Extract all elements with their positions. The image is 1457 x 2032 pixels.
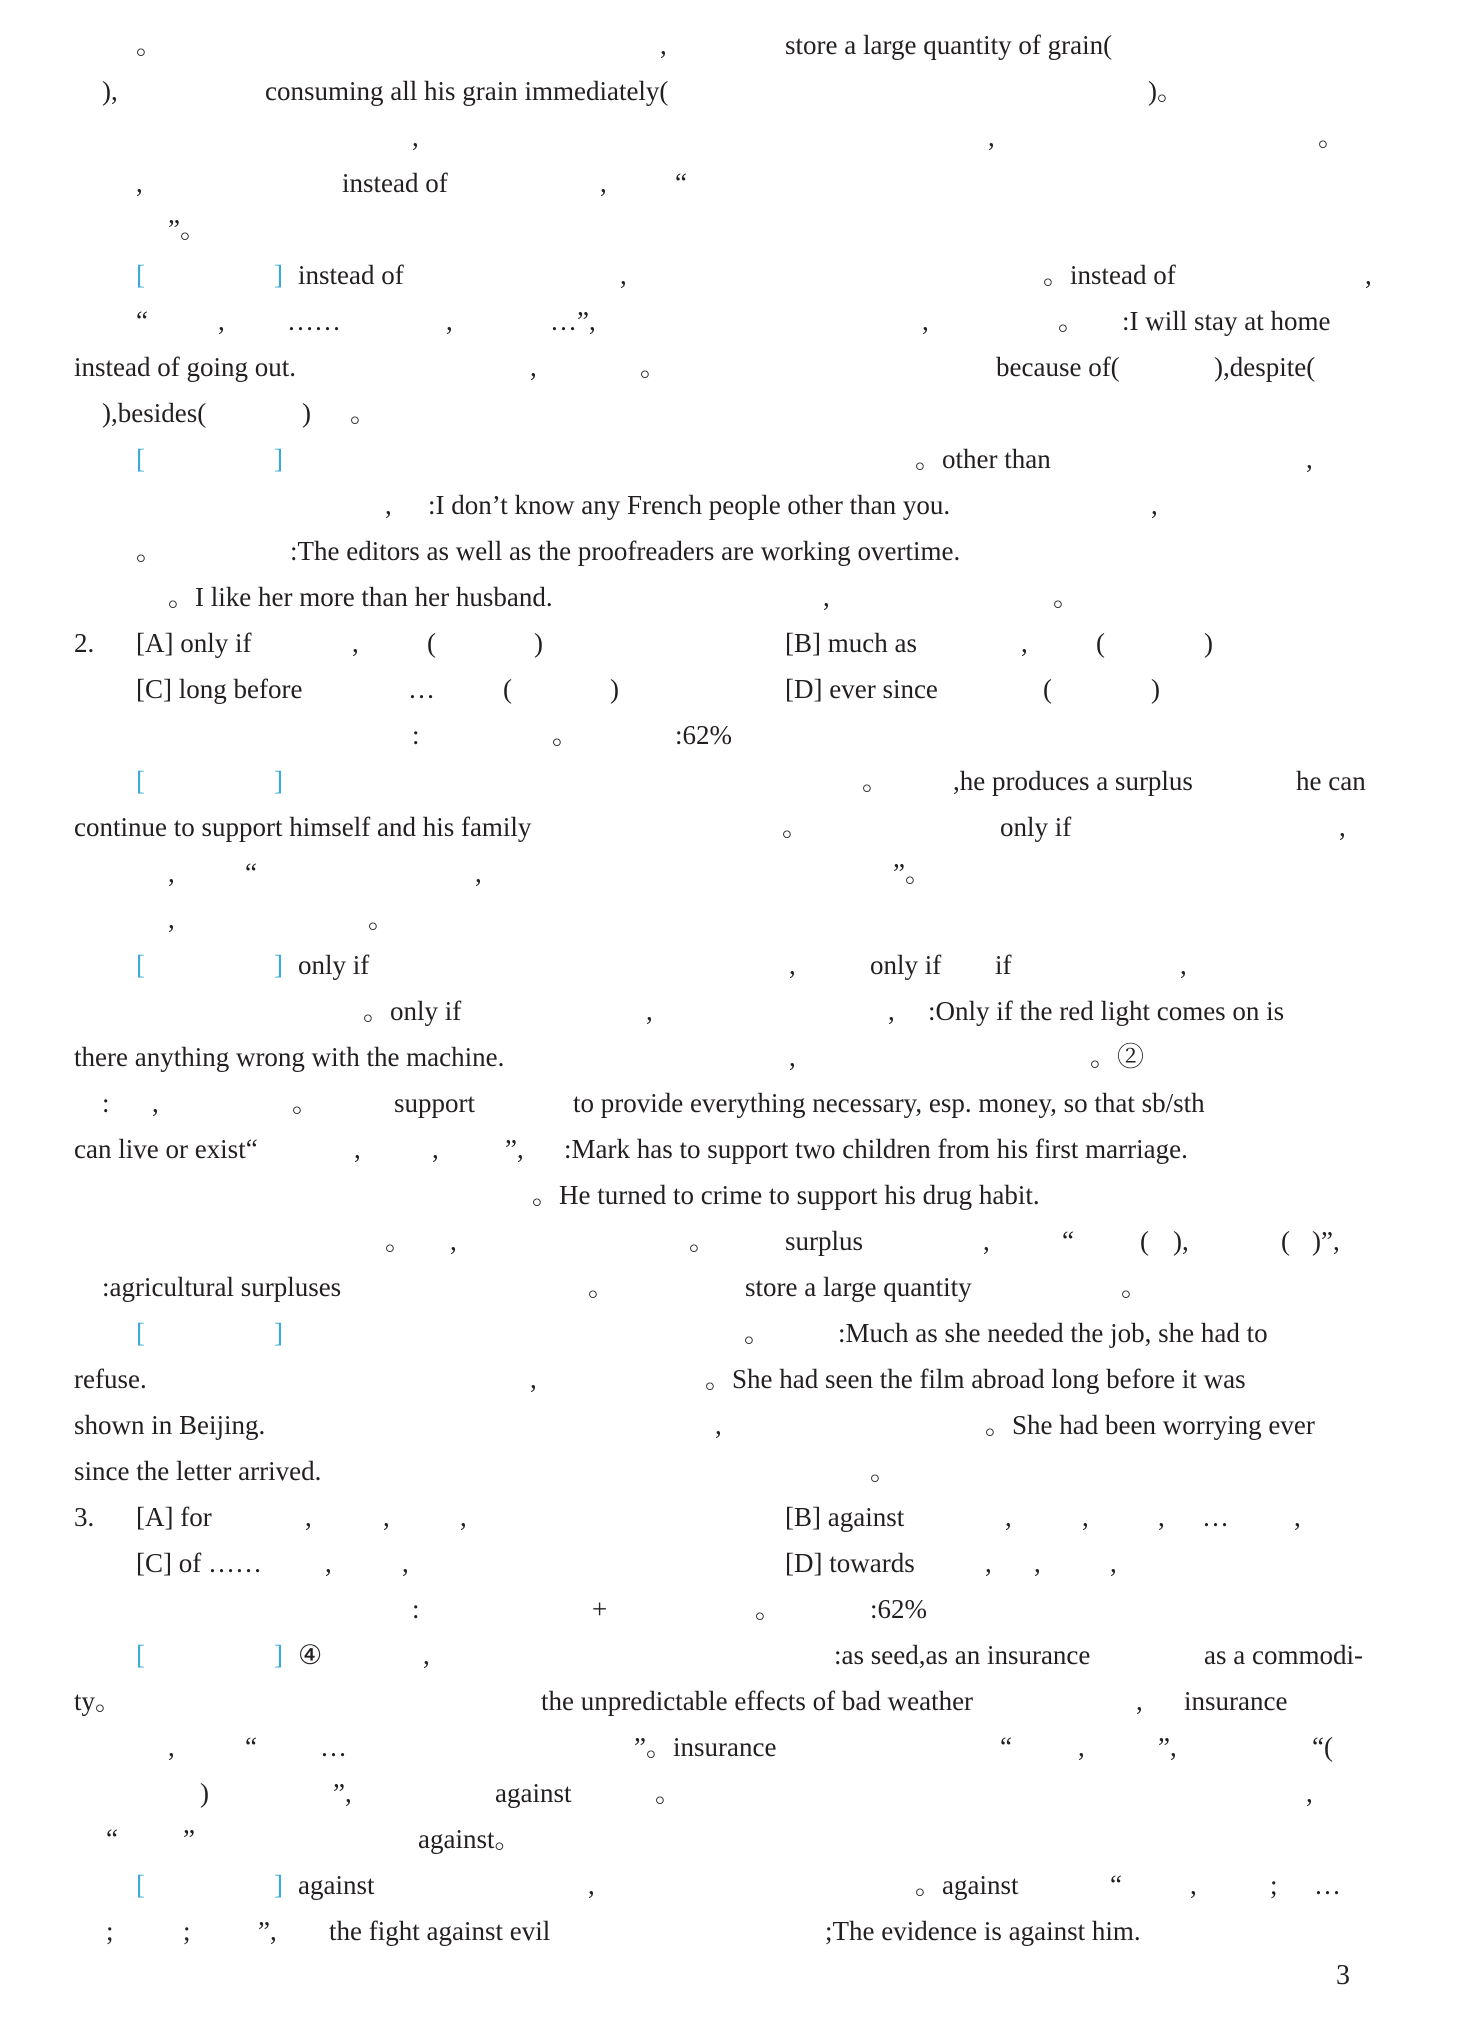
text-segment: 。 (755, 1594, 782, 1624)
text-segment: , (588, 1870, 595, 1900)
text-segment: 。against (915, 1870, 1019, 1900)
text-segment: :Much as she needed the job, she had to (838, 1318, 1268, 1348)
text-segment: against (495, 1778, 572, 1808)
text-segment: “ (1000, 1732, 1012, 1762)
text-segment: the fight against evil (329, 1916, 551, 1946)
text-segment: against (298, 1870, 375, 1900)
text-segment: , (1180, 950, 1187, 980)
text-segment: [D] ever since (785, 674, 938, 704)
text-segment: , (1021, 628, 1028, 658)
text-segment: instead of going out. (74, 352, 296, 382)
text-segment: ), (102, 76, 118, 106)
text-segment: … (320, 1732, 347, 1762)
text-segment: 2. (74, 628, 95, 658)
text-segment: , (1306, 444, 1313, 474)
text-segment: 。 (782, 812, 809, 842)
text-segment: , (646, 996, 653, 1026)
answer-bracket: [ (136, 260, 145, 290)
text-segment: , (1110, 1548, 1117, 1578)
text-segment: 。 (385, 1226, 412, 1256)
answer-bracket: [ (136, 444, 145, 474)
answer-bracket: [ (136, 1318, 145, 1348)
text-segment: , (985, 1548, 992, 1578)
text-segment: ; (183, 1916, 191, 1946)
text-segment: ( (503, 674, 512, 704)
text-segment: , (1136, 1686, 1143, 1716)
text-segment: , (1365, 260, 1372, 290)
text-segment: ”, (505, 1134, 524, 1164)
text-segment: , (660, 30, 667, 60)
answer-bracket: [ (136, 1640, 145, 1670)
text-segment: , (1034, 1548, 1041, 1578)
text-segment: , (1294, 1502, 1301, 1532)
text-segment: , (305, 1502, 312, 1532)
text-segment: the unpredictable effects of bad weather (541, 1686, 974, 1716)
text-segment: ”。insurance (634, 1732, 777, 1762)
text-segment: ), (1173, 1226, 1189, 1256)
text-segment: only if (298, 950, 370, 980)
text-segment: ;The evidence is against him. (825, 1916, 1141, 1946)
text-segment: 3. (74, 1502, 95, 1532)
text-segment: support (394, 1088, 475, 1118)
answer-bracket: ] (274, 1318, 283, 1348)
text-segment: consuming all his grain immediately( (265, 76, 669, 106)
text-segment: surplus (785, 1226, 864, 1256)
text-segment: … (408, 674, 435, 704)
text-segment: 。 (1058, 306, 1085, 336)
text-segment: 。 (655, 1778, 682, 1808)
text-segment: ”, (1158, 1732, 1177, 1762)
text-segment: 。other than (915, 444, 1051, 474)
text-segment: [C] long before (136, 674, 303, 704)
text-segment: only if (1000, 812, 1072, 842)
text-segment: , (385, 490, 392, 520)
text-segment: 。 (640, 352, 667, 382)
text-segment: “ (106, 1824, 118, 1854)
text-segment: [B] much as (785, 628, 917, 658)
text-segment: , (446, 306, 453, 336)
text-segment: ” (183, 1824, 195, 1854)
text-segment: 。only if (363, 996, 462, 1026)
text-segment: ,he produces a surplus (953, 766, 1193, 796)
text-segment: :I don’t know any French people other than you. (428, 490, 951, 520)
text-segment: … (1202, 1502, 1229, 1532)
text-segment: ( (1140, 1226, 1149, 1256)
text-segment: , (168, 904, 175, 934)
text-segment: :The editors as well as the proofreaders are working overtime. (290, 536, 961, 566)
answer-bracket: ] (274, 444, 283, 474)
text-segment: , (475, 858, 482, 888)
text-segment: there anything wrong with the machine. (74, 1042, 505, 1072)
text-segment: shown in Beijing. (74, 1410, 266, 1440)
text-segment: as a commodi- (1204, 1640, 1363, 1670)
text-segment: , (218, 306, 225, 336)
answer-bracket: [ (136, 1870, 145, 1900)
answer-bracket: [ (136, 950, 145, 980)
text-segment: 。 (136, 30, 163, 60)
text-segment: + (592, 1594, 608, 1624)
text-segment: ( (1096, 628, 1105, 658)
answer-bracket: [ (136, 766, 145, 796)
text-segment: , (922, 306, 929, 336)
text-segment: [D] towards (785, 1548, 915, 1578)
text-segment: ) (610, 674, 619, 704)
text-segment: , (789, 950, 796, 980)
text-segment: ),besides( (102, 398, 207, 428)
text-segment: , (423, 1640, 430, 1670)
text-segment: , (383, 1502, 390, 1532)
text-segment: ; (1270, 1870, 1278, 1900)
text-segment: :as seed,as an insurance (834, 1640, 1091, 1670)
text-segment: instead of (342, 168, 448, 198)
text-segment: ) (534, 628, 543, 658)
text-segment: because of( (996, 352, 1120, 382)
text-segment: to provide everything necessary, esp. money, so that sb/sth (573, 1088, 1205, 1118)
text-segment: against。 (418, 1824, 522, 1854)
text-segment: , (168, 1732, 175, 1762)
text-segment: , (352, 628, 359, 658)
text-segment: , (1190, 1870, 1197, 1900)
text-segment: ”。 (168, 214, 207, 244)
text-segment: 。 (862, 766, 889, 796)
text-segment: , (888, 996, 895, 1026)
text-segment: instead of (298, 260, 404, 290)
text-segment: : (102, 1088, 110, 1118)
text-segment: ),despite( (1214, 352, 1316, 382)
text-segment: , (1078, 1732, 1085, 1762)
text-segment: : (412, 720, 420, 750)
text-segment: ) (302, 398, 311, 428)
text-segment: 。 (350, 398, 377, 428)
text-segment: “ (1062, 1226, 1074, 1256)
text-segment: “ (245, 1732, 257, 1762)
text-segment: 。 (1121, 1272, 1148, 1302)
text-segment: he can (1296, 766, 1366, 796)
text-segment: , (1158, 1502, 1165, 1532)
text-segment: ”, (333, 1778, 352, 1808)
text-segment: “ (675, 168, 687, 198)
text-segment: , (1339, 812, 1346, 842)
text-segment: 。 (292, 1088, 319, 1118)
text-segment: “ (1110, 1870, 1122, 1900)
text-segment: :62% (870, 1594, 927, 1624)
text-segment: , (1082, 1502, 1089, 1532)
text-segment: , (168, 858, 175, 888)
text-segment: , (136, 168, 143, 198)
text-segment: :agricultural surpluses (102, 1272, 342, 1302)
text-segment: :Only if the red light comes on is (928, 996, 1285, 1026)
text-segment: ) (1204, 628, 1213, 658)
text-segment: , (983, 1226, 990, 1256)
text-segment: store a large quantity (745, 1272, 972, 1302)
text-segment: ( (1281, 1226, 1290, 1256)
answer-bracket: ] (274, 1640, 283, 1670)
text-segment: 。I like her more than her husband. (168, 582, 553, 612)
text-segment: [B] against (785, 1502, 905, 1532)
text-segment: , (402, 1548, 409, 1578)
text-segment: 。② (1090, 1042, 1144, 1072)
text-segment: only if (870, 950, 942, 980)
answer-bracket: ] (274, 260, 283, 290)
text-segment: ; (106, 1916, 114, 1946)
page-number: 3 (1336, 1960, 1350, 1991)
text-segment: 。 (136, 536, 163, 566)
text-segment: … (1314, 1870, 1341, 1900)
text-segment: , (1151, 490, 1158, 520)
text-segment: , (460, 1502, 467, 1532)
text-segment: 。 (870, 1456, 897, 1486)
text-segment: ) (200, 1778, 209, 1808)
text-segment: “( (1312, 1732, 1333, 1762)
text-segment: , (823, 582, 830, 612)
text-segment: : (412, 1594, 420, 1624)
text-segment: 。 (1053, 582, 1080, 612)
text-segment: , (620, 260, 627, 290)
text-segment: 。instead of (1043, 260, 1176, 290)
text-segment: ”, (258, 1916, 277, 1946)
text-segment: …… (287, 306, 341, 336)
text-segment: [A] for (136, 1502, 212, 1532)
text-segment: )。 (1148, 76, 1184, 106)
answer-bracket: ] (274, 950, 283, 980)
text-segment: refuse. (74, 1364, 147, 1394)
text-segment: [C] of …… (136, 1548, 262, 1578)
text-segment: 。 (368, 904, 395, 934)
text-segment: “ (245, 858, 257, 888)
text-segment: [A] only if (136, 628, 252, 658)
text-segment: , (530, 1364, 537, 1394)
text-segment: ④ (298, 1640, 323, 1670)
text-segment: ( (427, 628, 436, 658)
text-segment: , (600, 168, 607, 198)
text-segment: :I will stay at home (1122, 306, 1331, 336)
text-segment: 。 (744, 1318, 771, 1348)
text-segment: , (152, 1088, 159, 1118)
text-segment: , (412, 122, 419, 152)
text-segment: insurance (1184, 1686, 1288, 1716)
text-segment: 。 (689, 1226, 716, 1256)
text-segment: , (432, 1134, 439, 1164)
text-segment: 。She had seen the film abroad long before it was (705, 1364, 1246, 1394)
text-segment: :Mark has to support two children from his first marriage. (564, 1134, 1188, 1164)
text-segment: 。 (588, 1272, 615, 1302)
answer-bracket: ] (274, 766, 283, 796)
text-segment: ) (1151, 674, 1160, 704)
text-segment: 。 (552, 720, 579, 750)
text-segment: ”。 (893, 858, 932, 888)
answer-bracket: ] (274, 1870, 283, 1900)
text-segment: , (325, 1548, 332, 1578)
text-segment: , (988, 122, 995, 152)
text-segment: 。 (1318, 122, 1345, 152)
text-segment: ( (1043, 674, 1052, 704)
text-segment: , (1005, 1502, 1012, 1532)
text-segment: , (354, 1134, 361, 1164)
text-segment: ty。 (74, 1686, 123, 1716)
text-segment: 。She had been worrying ever (985, 1410, 1315, 1440)
text-segment: …”, (550, 306, 596, 336)
text-segment: )”, (1312, 1226, 1340, 1256)
text-segment: :62% (675, 720, 732, 750)
text-segment: “ (136, 306, 148, 336)
text-segment: , (530, 352, 537, 382)
text-segment: if (995, 950, 1012, 980)
text-segment: store a large quantity of grain( (785, 30, 1113, 60)
text-segment: can live or exist“ (74, 1134, 258, 1164)
text-segment: , (789, 1042, 796, 1072)
text-segment: , (1306, 1778, 1313, 1808)
text-segment: 。He turned to crime to support his drug habit. (532, 1180, 1040, 1210)
text-segment: , (715, 1410, 722, 1440)
text-segment: , (450, 1226, 457, 1256)
text-segment: since the letter arrived. (74, 1456, 322, 1486)
text-segment: continue to support himself and his family (74, 812, 532, 842)
